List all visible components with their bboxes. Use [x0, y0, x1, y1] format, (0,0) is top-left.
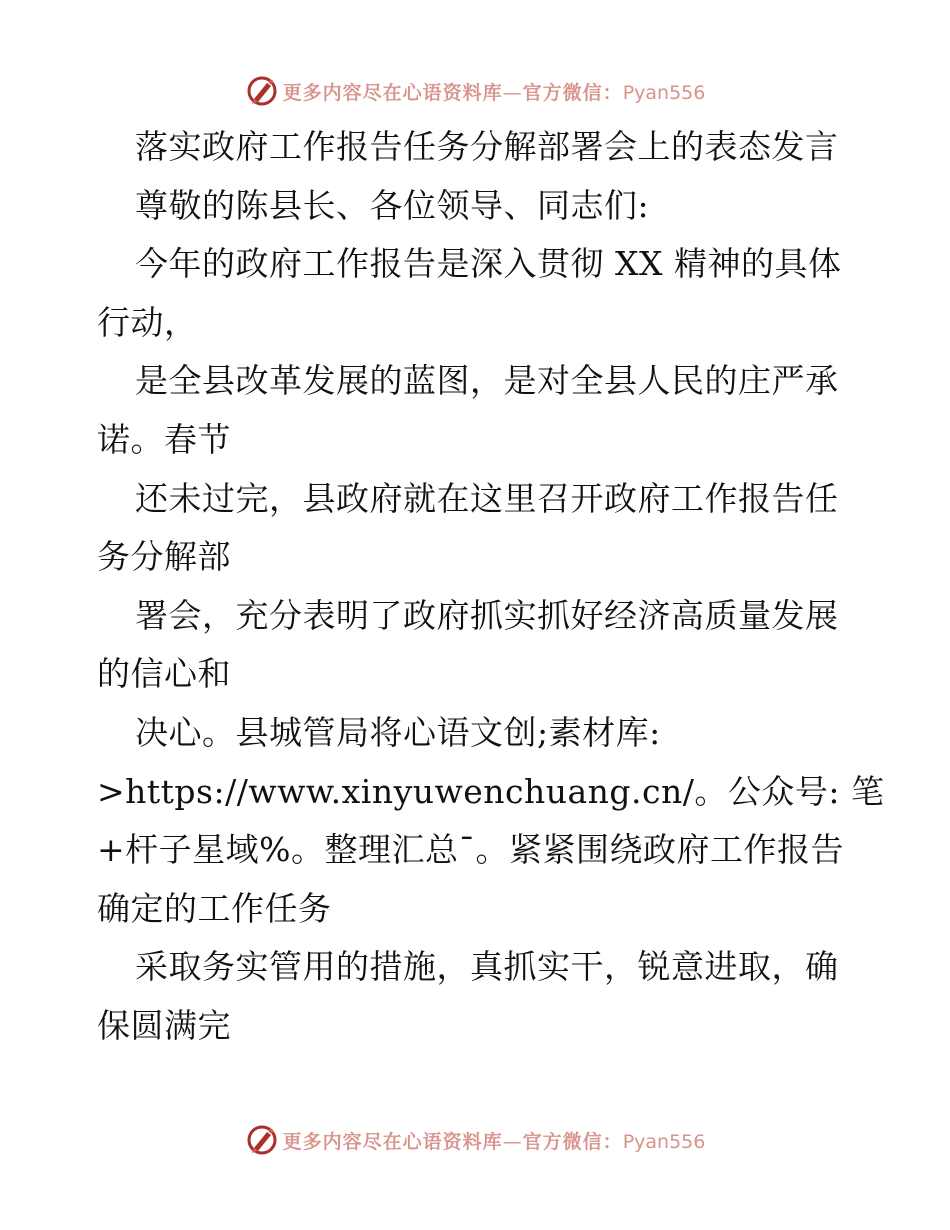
banner-separator: —: [502, 81, 523, 104]
footer-banner: [0, 1120, 950, 1160]
paragraph-line: +杆子星域%。整理汇总¯。紧紧围绕政府工作报告: [97, 830, 845, 870]
banner-brand-text: 更多内容尽在心语资料库: [282, 1130, 503, 1153]
document-title: 落实政府工作报告任务分解部署会上的表态发言: [135, 127, 839, 166]
paragraph-line: 保圆满完: [97, 1005, 231, 1045]
paragraph-line: 诺。春节: [97, 419, 231, 459]
document-body: [97, 118, 885, 1056]
banner-wechat-account: Pyan556: [622, 1130, 706, 1153]
paragraph-line: 的信心和: [97, 654, 231, 694]
paragraph-line: 署会，充分表明了政府抓实抓好经济高质量发展: [135, 595, 839, 635]
paragraph-line: 行动，: [97, 302, 198, 342]
paragraph-line: 采取务实管用的措施，真抓实干，锐意进取，确: [135, 947, 839, 987]
paragraph-line: 今年的政府工作报告是深入贯彻 XX 精神的具体: [135, 244, 842, 284]
banner-wechat-label: 官方微信：: [522, 81, 623, 104]
pen-circle-logo-icon: [245, 74, 279, 108]
banner-text: [283, 1127, 706, 1154]
banner-text: [283, 78, 706, 105]
paragraph-line: 决心。县城管局将心语文创;素材库:: [135, 712, 661, 752]
paragraph-line: 确定的工作任务: [97, 888, 332, 928]
header-banner: [0, 71, 950, 111]
paragraph-line: 务分解部: [97, 537, 231, 577]
url-line: >https://www.xinyuwenchuang.cn/。公众号: 笔: [97, 771, 885, 811]
banner-brand-text: 更多内容尽在心语资料库: [282, 81, 503, 104]
paragraph-line: 还未过完，县政府就在这里召开政府工作报告任: [135, 478, 839, 518]
banner-wechat-label: 官方微信：: [522, 1130, 623, 1153]
banner-wechat-account: Pyan556: [622, 81, 706, 104]
paragraph-line: 是全县改革发展的蓝图，是对全县人民的庄严承: [135, 361, 839, 401]
pen-circle-logo-icon: [245, 1123, 279, 1157]
banner-separator: —: [502, 1130, 523, 1153]
salutation: 尊敬的陈县长、各位领导、同志们:: [135, 185, 650, 225]
